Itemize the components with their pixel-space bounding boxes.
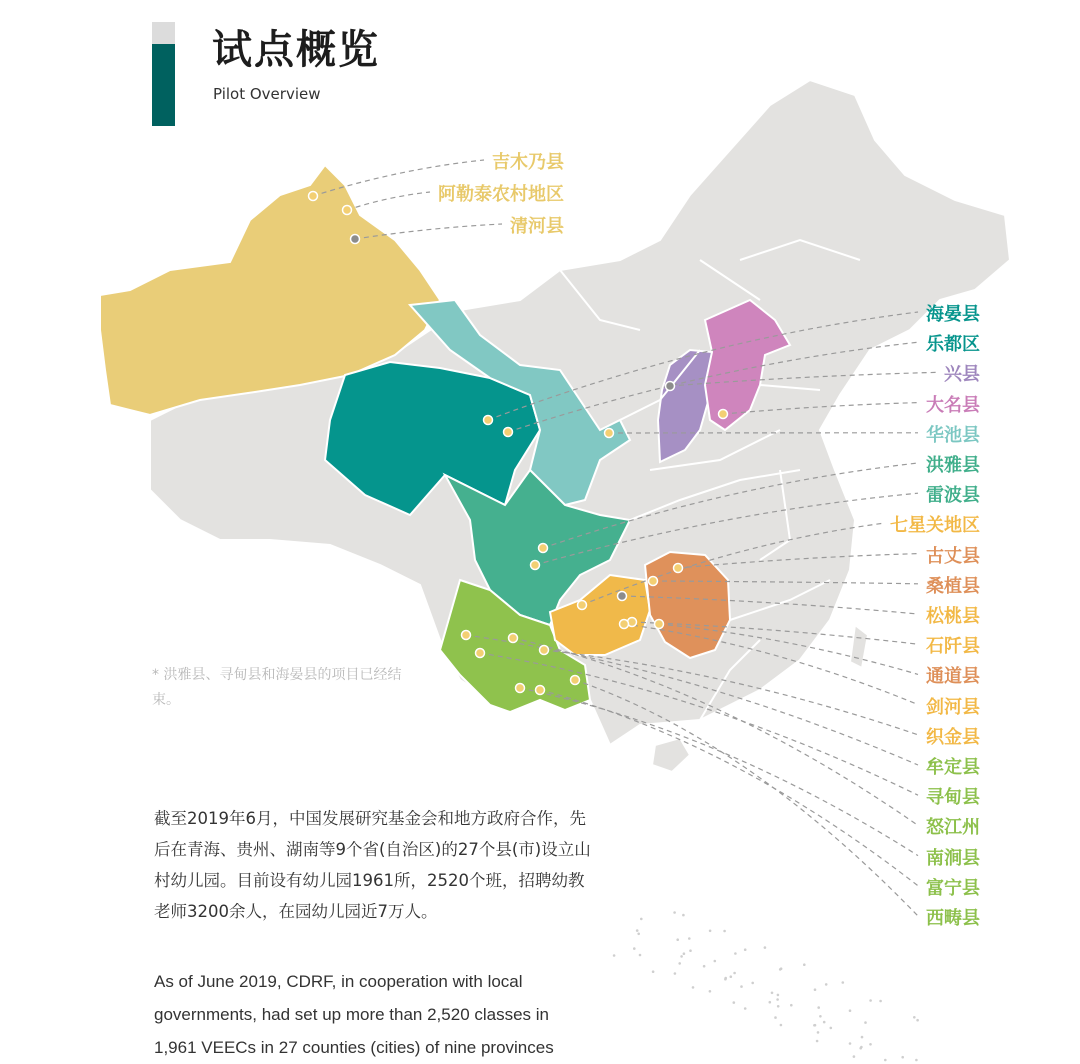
decor-dot	[803, 963, 806, 966]
county-label: 牟定县	[926, 757, 980, 778]
decor-dot	[823, 1021, 826, 1024]
county-location-dot	[655, 620, 664, 629]
county-location-dot	[666, 382, 675, 391]
county-label: 吉木乃县	[492, 152, 564, 173]
decor-dot	[689, 949, 692, 952]
decor-dot	[913, 1016, 916, 1019]
county-label: 兴县	[944, 364, 980, 386]
county-label: 古丈县	[926, 545, 980, 567]
page-title: 试点概览	[212, 27, 380, 73]
decor-dot	[709, 930, 712, 933]
county-label: 石阡县	[926, 636, 980, 658]
decor-dot	[640, 918, 643, 921]
decor-dot	[774, 1016, 777, 1019]
county-location-dot	[536, 686, 545, 695]
county-location-dot	[516, 684, 525, 693]
decor-dot	[860, 1046, 863, 1049]
county-label: 松桃县	[926, 606, 980, 627]
county-label: 洪雅县	[926, 455, 980, 476]
county-label: 西畴县	[926, 908, 980, 929]
decor-dot	[682, 914, 685, 917]
decor-dot	[779, 968, 782, 971]
decor-dot	[830, 1027, 833, 1030]
county-label: 寻甸县	[926, 787, 980, 809]
decor-dot	[817, 1006, 820, 1009]
decor-dot	[637, 933, 640, 936]
county-location-dot	[571, 676, 580, 685]
county-label: 乐都区	[926, 334, 980, 356]
county-label: 七星关地区	[890, 515, 980, 537]
decor-dot	[703, 965, 706, 968]
county-label: 阿勒泰农村地区	[438, 184, 564, 205]
county-label: 大名县	[926, 394, 980, 416]
decor-dot	[764, 946, 767, 949]
decor-dot	[674, 972, 677, 975]
decor-dot	[673, 911, 676, 914]
decor-dot	[915, 1059, 918, 1062]
footnote: * 洪雅县、寻甸县和海晏县的项目已经结束。	[152, 667, 402, 708]
decor-dot	[817, 1031, 820, 1034]
decor-dot	[678, 962, 681, 965]
decor-dot	[730, 975, 733, 978]
decor-dot	[849, 1042, 852, 1045]
county-label: 华池县	[926, 424, 980, 446]
decor-dot	[814, 1024, 817, 1027]
decor-dot	[777, 1005, 780, 1008]
county-location-dot	[539, 544, 548, 553]
decor-dot	[879, 1000, 882, 1003]
decor-dot	[816, 1040, 819, 1043]
decor-dot	[842, 981, 845, 984]
county-label: 富宁县	[926, 877, 980, 899]
leader-line	[347, 192, 430, 210]
decor-dot	[751, 982, 754, 985]
decor-dot	[814, 988, 817, 991]
county-label: 怒江州	[926, 817, 980, 839]
decor-dot	[744, 948, 747, 951]
title-accent-bar-dark	[152, 44, 175, 126]
decor-dot	[740, 985, 743, 988]
county-location-dot	[343, 206, 352, 215]
decor-dot	[777, 994, 780, 997]
county-location-dot	[504, 428, 513, 437]
decor-dot	[723, 930, 726, 933]
decor-dot	[884, 1059, 887, 1062]
county-location-dot	[351, 235, 360, 244]
decor-dot	[916, 1019, 919, 1022]
decor-dot	[744, 1007, 747, 1010]
county-label: 通道县	[926, 666, 980, 688]
decor-dot	[869, 1043, 872, 1046]
decor-dot	[771, 992, 774, 995]
county-location-dot	[509, 634, 518, 643]
decor-dot	[680, 955, 683, 958]
decor-dot	[724, 978, 727, 981]
summary-paragraph-zh: 截至2019年6月，中国发展研究基金会和地方政府合作，先后在青海、贵州、湖南等9个省(自治区)的27个县(市)设立山村幼儿园。目前设有幼儿园1961所，2520个班，招聘幼教老师3200余人，在园幼儿园近7万人。	[154, 809, 591, 921]
decor-dot	[709, 990, 712, 993]
decor-dot	[780, 1024, 783, 1027]
decor-dot	[633, 947, 636, 950]
county-location-dot	[719, 410, 728, 419]
decor-dot	[869, 999, 872, 1002]
decor-dot	[636, 929, 639, 932]
decor-dot	[683, 952, 686, 955]
decor-dot	[901, 1056, 904, 1059]
county-location-dot	[578, 601, 587, 610]
decor-dot	[776, 998, 779, 1001]
county-location-dot	[309, 192, 318, 201]
decor-dot	[676, 938, 679, 941]
decor-dot	[733, 972, 736, 975]
page-subtitle: Pilot Overview	[213, 85, 321, 103]
county-location-dot	[620, 620, 629, 629]
decor-dot	[692, 986, 695, 989]
decor-dot	[613, 954, 616, 957]
region-hainan	[652, 738, 690, 772]
decor-dot	[790, 1004, 793, 1007]
decor-dot	[825, 983, 828, 986]
decor-dot	[853, 1055, 856, 1058]
decor-dot	[861, 1036, 864, 1039]
decor-dot	[769, 1001, 772, 1004]
decor-dot	[734, 952, 737, 955]
county-location-dot	[476, 649, 485, 658]
county-label: 雷波县	[926, 485, 980, 507]
decor-dot	[652, 970, 655, 973]
decor-dot	[714, 960, 717, 963]
decor-dot	[688, 937, 691, 940]
decor-dot	[733, 1001, 736, 1004]
county-location-dot	[462, 631, 471, 640]
county-location-dot	[649, 577, 658, 586]
county-location-dot	[531, 561, 540, 570]
decor-dot	[849, 1009, 852, 1012]
summary-paragraph-en: As of June 2019, CDRF, in cooperation with local governments, had set up more than 2,520 classes in 1,961 VEECs in 27 counties (cities) of nine provinces	[154, 972, 554, 1057]
county-location-dot	[540, 646, 549, 655]
county-label: 南涧县	[926, 847, 980, 869]
county-location-dot	[484, 416, 493, 425]
decor-dot	[639, 954, 642, 957]
title-accent-bar	[152, 22, 175, 126]
decor-dot	[864, 1021, 867, 1024]
county-label: 织金县	[926, 726, 980, 748]
county-location-dot	[618, 592, 627, 601]
county-label: 剑河县	[926, 696, 980, 718]
county-location-dot	[674, 564, 683, 573]
county-location-dot	[605, 429, 614, 438]
county-label: 清河县	[510, 216, 564, 237]
decor-dot	[819, 1015, 822, 1018]
region-taiwan	[850, 625, 868, 668]
county-label: 海晏县	[926, 304, 980, 325]
county-label: 桑植县	[926, 575, 980, 597]
